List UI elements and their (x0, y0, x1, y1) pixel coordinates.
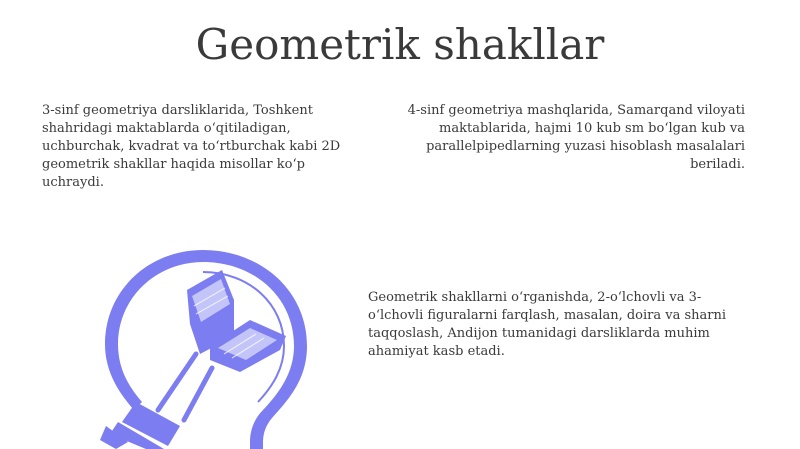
slide-title: Geometrik shakllar (195, 20, 605, 69)
filament (158, 354, 212, 420)
paragraph-bottom-right: Geometrik shakllarni o‘rganishda, 2-o‘lchovli va 3-o‘lchovli figuralarni farqlash, masalan, doira va sharni taqqoslash, Andijon tumanidagi darsliklarda muhim ahamiyat kasb etadi. (368, 290, 727, 359)
lightbulb-book-icon (100, 250, 315, 449)
paragraph-top-right: 4-sinf geometriya mashqlarida, Samarqand viloyati maktablarida, hajmi 10 kub sm bo‘lgan kub va parallelpipedlarning yuzasi hisoblash masalalari beriladi. (407, 103, 745, 172)
paragraph-top-left: 3-sinf geometriya darsliklarida, Toshkent shahridagi maktablarda o‘qitiladigan, uchburchak, kvadrat va to‘rtburchak kabi 2D geometrik shakllar haqida misollar ko‘p uchraydi. (42, 103, 341, 190)
bulb-socket (100, 402, 180, 449)
